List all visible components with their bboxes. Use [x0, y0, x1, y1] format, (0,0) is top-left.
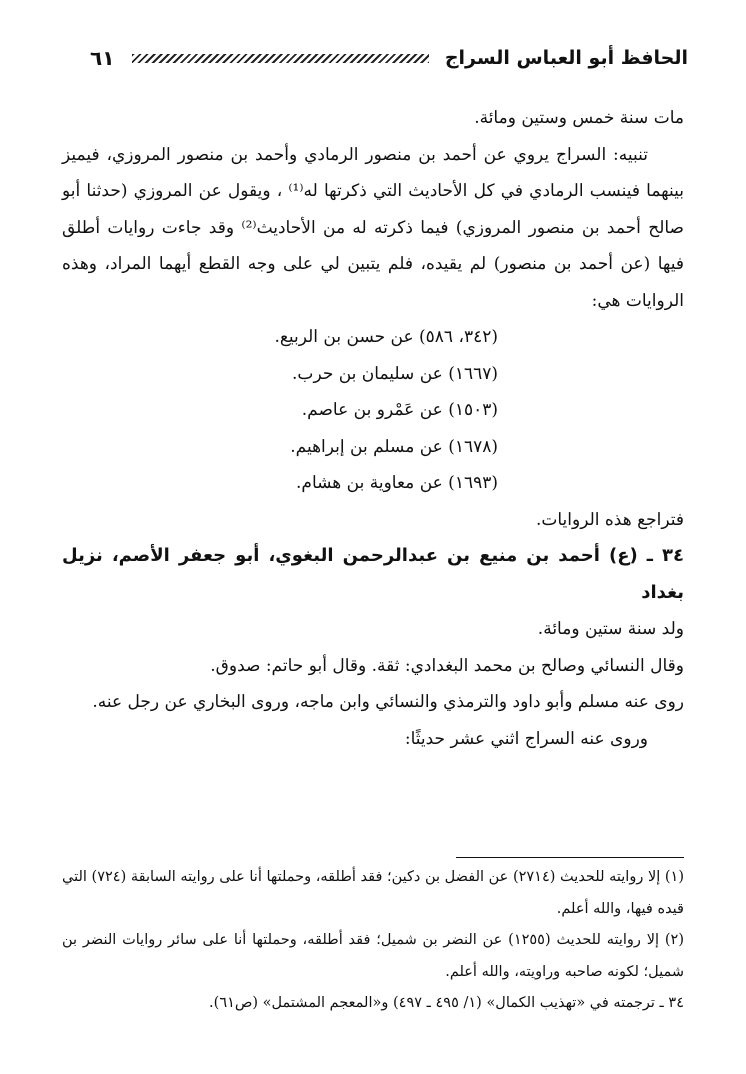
narration-item: (١٦٩٣) عن معاوية بن هشام. — [296, 473, 498, 493]
footnote-separator — [456, 857, 684, 858]
narration-item: (١٦٦٧) عن سليمان بن حرب. — [292, 363, 498, 384]
running-title: الحافظ أبو العباس السراج — [444, 47, 688, 69]
narration-item: (١٥٠٣) عن عَمْرو بن عاصم. — [301, 400, 498, 420]
main-text — [62, 100, 684, 757]
footnotes — [62, 862, 684, 1020]
footnote-2: (٢) إلا روايته للحديث (١٢٥٥) عن النضر بن شميل؛ فقد أطلقه، وحملتها أنا على سائر روايات النضر بن شميل؛ لكونه صاحبه وراويته، والله أعلم. — [62, 932, 684, 980]
header-hatch-rule — [132, 54, 428, 63]
paragraph-born: ولد سنة ستين ومائة. — [537, 619, 684, 639]
page-header — [90, 42, 688, 74]
paragraph-count: وروى عنه السراج اثني عشر حديثًا: — [404, 728, 648, 749]
narration-item: (٣٤٢، ٥٨٦) عن حسن بن الربيع. — [274, 327, 498, 347]
paragraph-narrators: روى عنه مسلم وأبو داود والترمذي والنسائي وابن ماجه، وروى البخاري عن رجل عنه. — [92, 692, 684, 712]
paragraph-note: تنبيه: السراج يروي عن أحمد بن منصور الرمادي وأحمد بن منصور المروزي، فيميز بينهما فينسب الرمادي في كل الأحاديث التي ذكرتها له⁽¹⁾ ، ويقول عن المروزي (حدثنا أبو صالح أحمد بن منصور المروزي) فيما ذكرته له من الأحاديث⁽²⁾ وقد جاءت روايات أطلق فيها (عن أحمد بن منصور) لم يقيده، فلم يتبين لي على وجه القطع أيهما المراد، وهذه الروايات هي: — [62, 144, 684, 311]
paragraph-grading: وقال النسائي وصالح بن محمد البغدادي: ثقة. وقال أبو حاتم: صدوق. — [210, 655, 684, 676]
paragraph-refer: فتراجع هذه الروايات. — [535, 509, 684, 530]
footnote-biography: ٣٤ ـ ترجمته في «تهذيب الكمال» (١/ ٤٩٥ ـ ٤٩٧) و«المعجم المشتمل» (ص٦١). — [209, 995, 684, 1011]
footnote-1: (١) إلا روايته للحديث (٢٧١٤) عن الفضل بن دكين؛ فقد أطلقه، وحملتها أنا على روايته السابقة (٧٢٤) التي قيده فيها، والله أعلم. — [62, 869, 684, 917]
entry-heading: ٣٤ ـ (ع) أحمد بن منيع بن عبدالرحمن البغوي، أبو جعفر الأصم، نزيل بغداد — [62, 545, 684, 603]
narration-item: (١٦٧٨) عن مسلم بن إبراهيم. — [290, 436, 498, 457]
page-number: ٦١ — [90, 46, 115, 70]
paragraph-death-year: مات سنة خمس وستين ومائة. — [474, 108, 684, 128]
